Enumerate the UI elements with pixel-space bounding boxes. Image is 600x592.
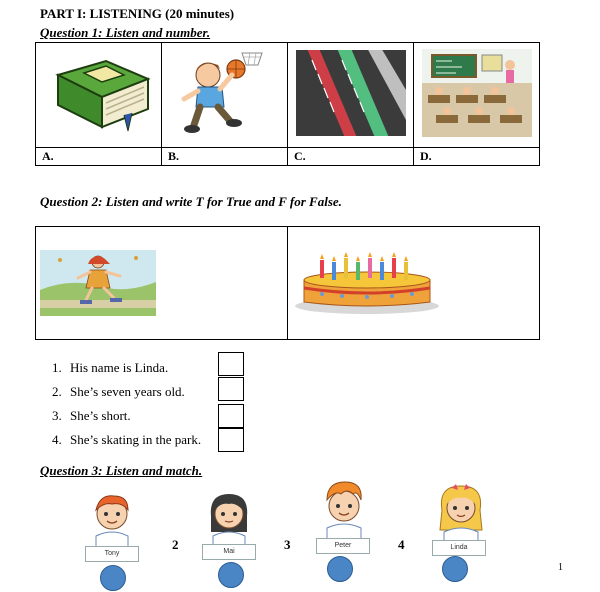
- statement-text: She’s skating in the park.: [70, 432, 202, 447]
- kid-name-tag: Linda: [432, 540, 486, 556]
- statement-text: His name is Linda.: [70, 360, 169, 375]
- statement-text: She’s seven years old.: [70, 384, 185, 399]
- match-dot-3[interactable]: [327, 556, 353, 582]
- kid-name-tag: Peter: [316, 538, 370, 554]
- match-dot-1[interactable]: [100, 565, 126, 591]
- answer-box-1[interactable]: [218, 352, 244, 376]
- kid-name-tag: Mai: [202, 544, 256, 560]
- answer-box-4[interactable]: [218, 428, 244, 452]
- basketball-boy-icon: [170, 47, 280, 139]
- match-dot-4[interactable]: [442, 556, 468, 582]
- q2-title: Question 2: Listen and write T for True and F for False.: [40, 194, 342, 209]
- q1-cell-d: [414, 43, 540, 148]
- statement-number: 1.: [52, 360, 62, 375]
- q1-table: [35, 42, 540, 166]
- statement-number: 3.: [52, 408, 62, 423]
- kid-number-2: 2: [172, 537, 179, 552]
- answer-box-2[interactable]: [218, 377, 244, 401]
- q1-label-b: B.: [162, 148, 288, 166]
- girl-blonde-hair-icon: [430, 480, 492, 542]
- match-dot-2[interactable]: [218, 562, 244, 588]
- q2-cell-left: [36, 227, 288, 340]
- q1-title: Question 1: Listen and number.: [40, 25, 211, 40]
- part-title: PART I: LISTENING (20 minutes): [40, 6, 235, 21]
- kid-number-3: 3: [284, 537, 291, 552]
- q1-cell-b: [162, 43, 288, 148]
- skating-girl-icon: [40, 250, 156, 316]
- q2-cell-right: [288, 227, 540, 340]
- classroom-icon: [422, 49, 532, 137]
- q1-cell-a: [36, 43, 162, 148]
- statement-number: 4.: [52, 432, 62, 447]
- statement-3: [52, 408, 131, 424]
- statement-1: [52, 360, 168, 376]
- answer-box-3[interactable]: [218, 404, 244, 428]
- girl-dark-hair-icon: [199, 488, 259, 546]
- q2-table: [35, 226, 540, 340]
- q3-title: Question 3: Listen and match.: [40, 463, 203, 478]
- q1-cell-c: [288, 43, 414, 148]
- q1-label-d: D.: [414, 148, 540, 166]
- statement-number: 2.: [52, 384, 62, 399]
- kid-number-4: 4: [398, 537, 405, 552]
- q1-label-c: C.: [288, 148, 414, 166]
- ruler-icon: [296, 50, 406, 136]
- boy-orange-hair-icon: [313, 478, 375, 540]
- statement-4: [52, 432, 201, 448]
- q1-label-a: A.: [36, 148, 162, 166]
- boy-red-hair-icon: [82, 490, 142, 548]
- statement-text: She’s short.: [70, 408, 131, 423]
- statement-2: [52, 384, 185, 400]
- book-icon: [44, 53, 154, 133]
- page-number: 1: [558, 562, 563, 573]
- kid-name-tag: Tony: [85, 546, 139, 562]
- birthday-cake-icon: [292, 250, 442, 316]
